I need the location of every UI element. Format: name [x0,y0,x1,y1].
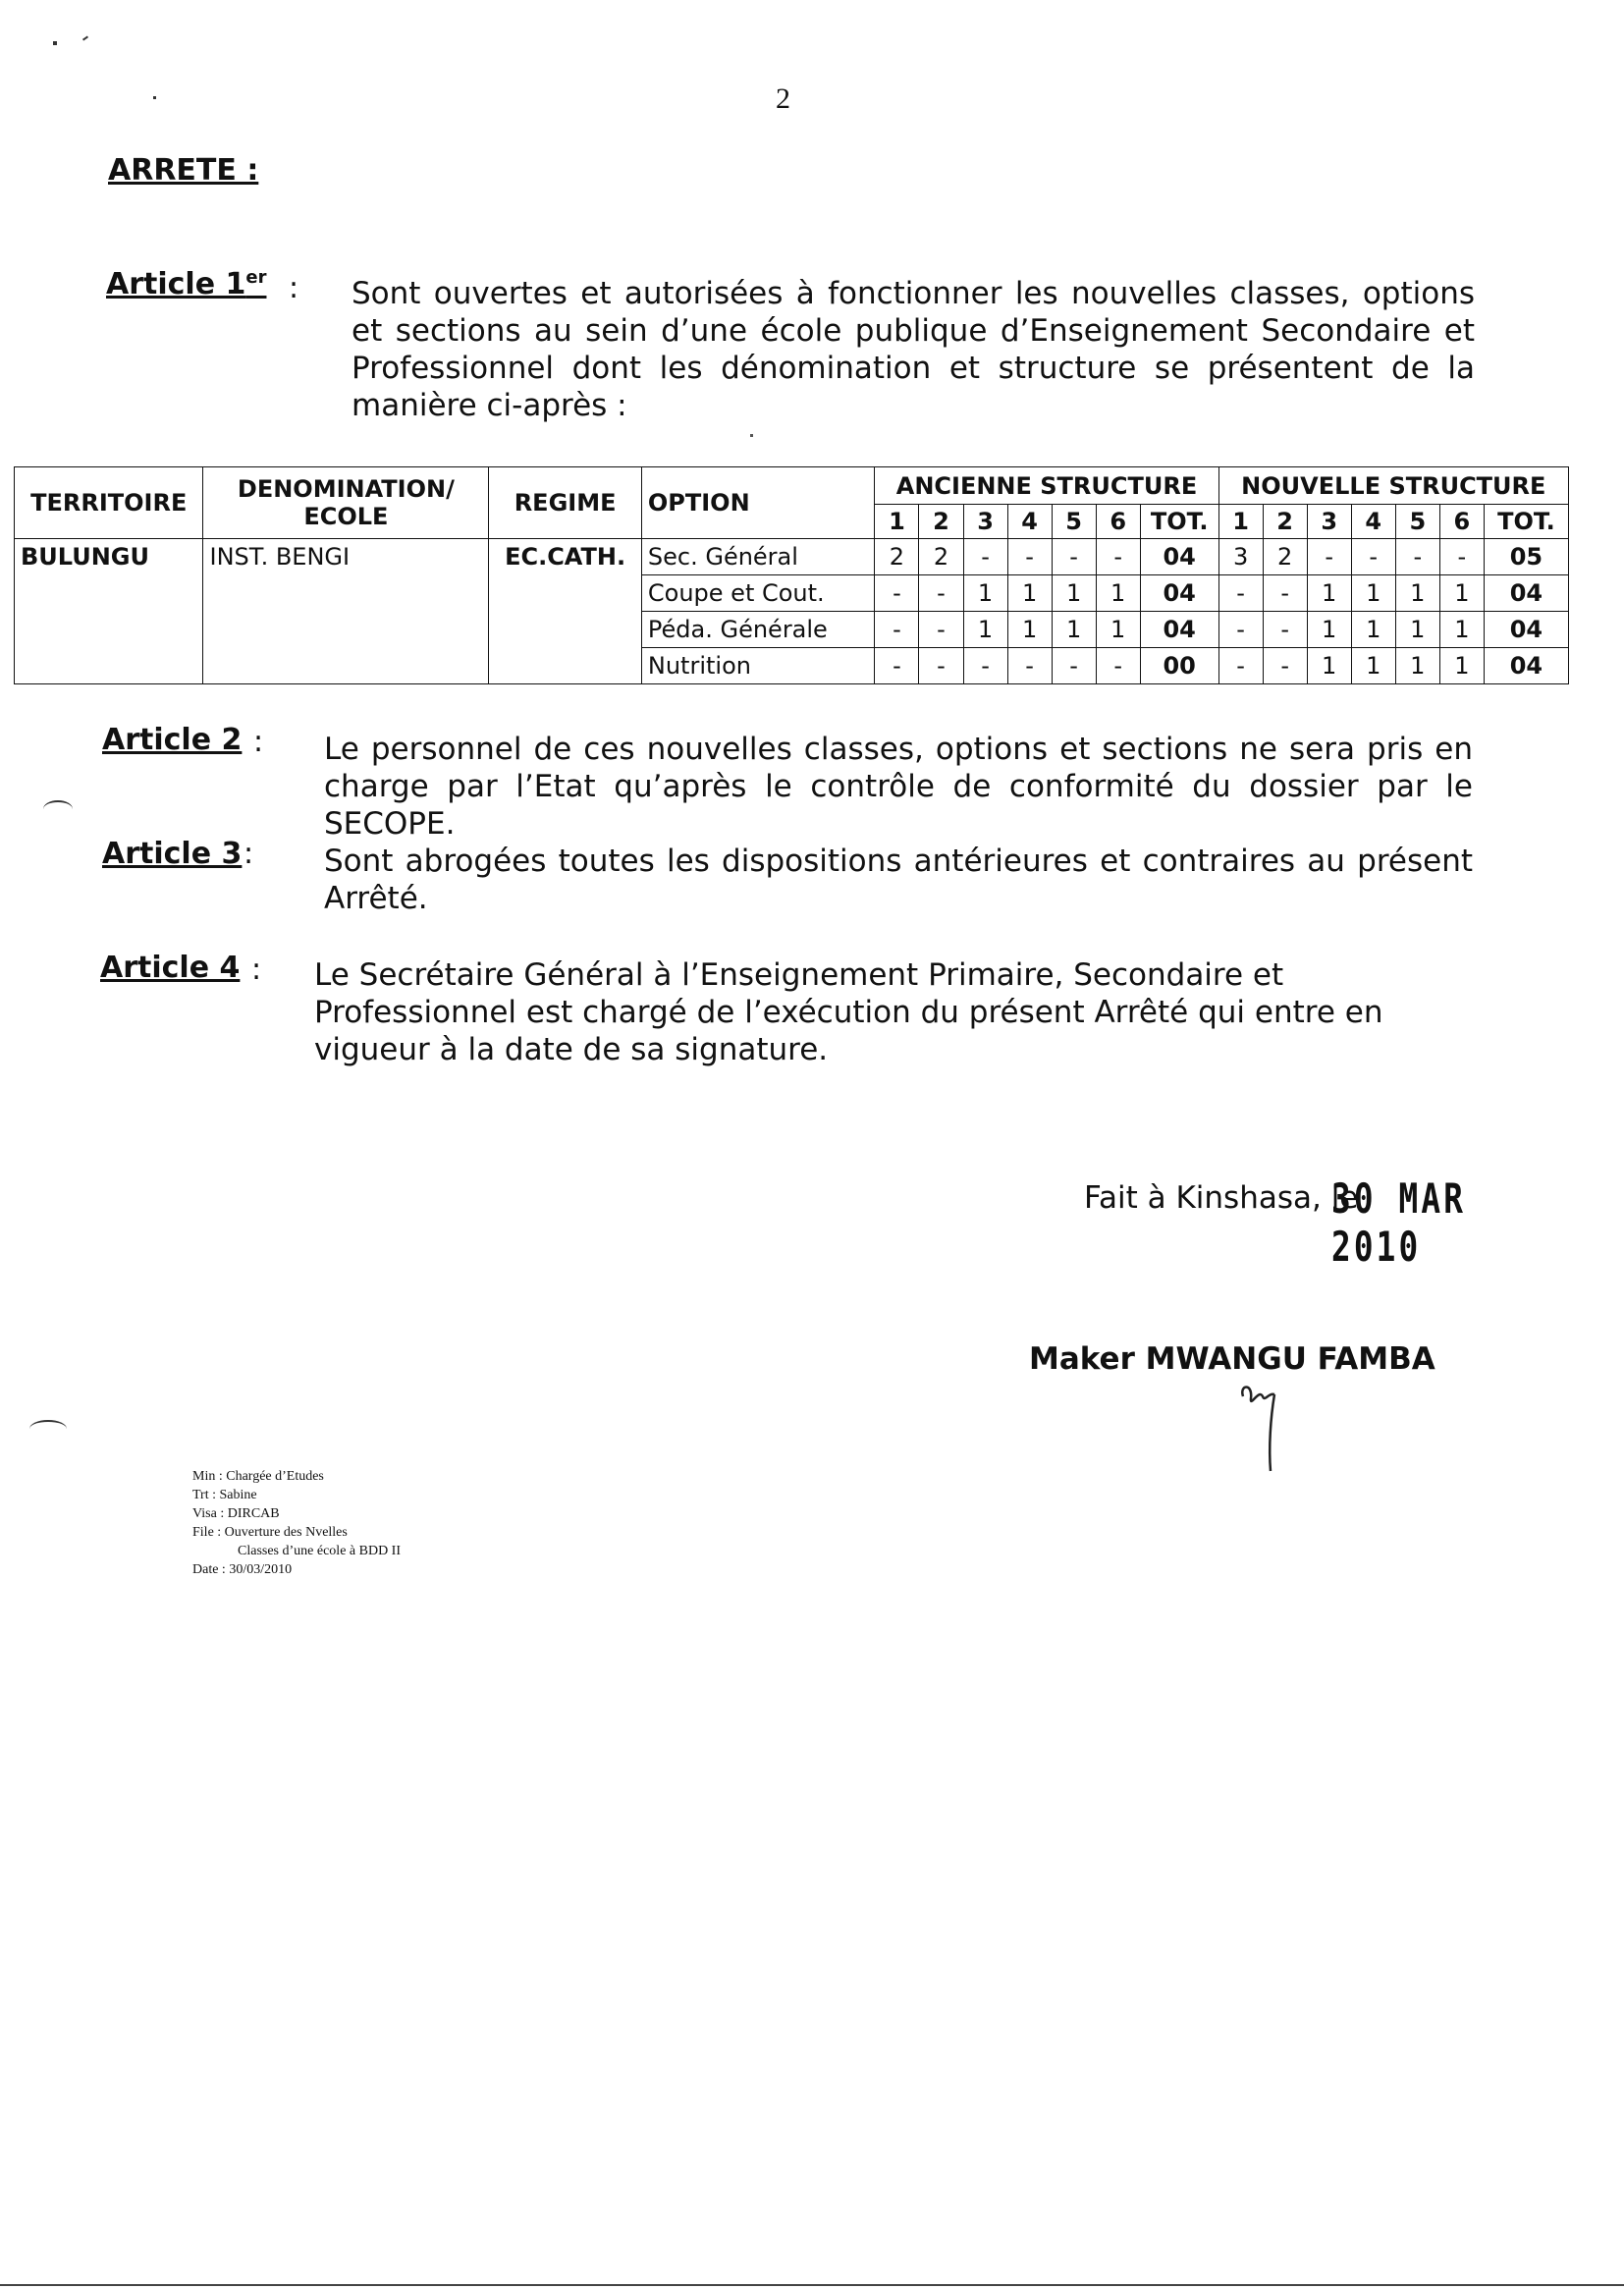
cell-value: - [1007,538,1052,574]
col-header: 4 [1007,505,1052,539]
cell-total: 04 [1484,574,1568,611]
cell-regime: EC.CATH. [489,538,642,683]
article-colon: : [253,725,264,759]
cell-value: - [1096,538,1140,574]
cell-total: 04 [1484,647,1568,683]
cell-ecole: INST. BENGI [203,538,489,683]
cell-value: - [1218,611,1263,647]
cell-value: 3 [1218,538,1263,574]
reference-line: Trt : Sabine [192,1488,257,1502]
cell-option: Sec. Général [641,538,875,574]
cell-value: - [1307,538,1351,574]
col-header: TOT. [1484,505,1568,539]
cell-value: - [1218,574,1263,611]
cell-value: - [963,538,1007,574]
cell-option: Coupe et Cout. [641,574,875,611]
cell-value: - [963,647,1007,683]
cell-value: 1 [1307,611,1351,647]
decree-heading: ARRETE : [108,153,259,188]
article-1 [106,267,266,301]
header-ancienne-structure: ANCIENNE STRUCTURE [875,467,1218,505]
cell-value: - [1052,647,1096,683]
cell-total: 00 [1140,647,1218,683]
cell-value: 1 [1351,647,1395,683]
scan-mark [43,800,73,818]
cell-value: 1 [963,574,1007,611]
cell-total: 04 [1140,611,1218,647]
cell-value: - [1007,647,1052,683]
col-header: 3 [1307,505,1351,539]
col-header: 1 [875,505,919,539]
article-label: Article 3 [102,837,243,871]
scan-mark [153,96,156,99]
cell-value: - [1263,647,1307,683]
cell-value: - [1351,538,1395,574]
cell-value: 1 [1351,611,1395,647]
cell-value: 1 [1439,611,1484,647]
cell-value: 1 [1007,574,1052,611]
col-header: 2 [919,505,963,539]
reference-block [192,1467,401,1579]
reference-line: File : Ouverture des Nvelles [192,1525,348,1540]
header-option: OPTION [641,467,875,539]
cell-value: - [1439,538,1484,574]
col-header: TOT. [1140,505,1218,539]
header-nouvelle-structure: NOUVELLE STRUCTURE [1218,467,1568,505]
cell-value: - [875,647,919,683]
cell-value: 1 [1007,611,1052,647]
scan-line [0,2284,1624,2286]
article-colon: : [251,953,262,987]
cell-value: 1 [1395,647,1439,683]
cell-value: 1 [1439,647,1484,683]
place-date-line: Fait à Kinshasa, le [1084,1180,1359,1216]
cell-value: 2 [1263,538,1307,574]
cell-value: - [1052,538,1096,574]
article-text: Sont ouvertes et autorisées à fonctionner les nouvelles classes, options et sections au sein d’une école publique d’Enseignement Secondaire et Professionnel dont les dénomination et structure se présentent de la manière ci-après : [352,276,1475,423]
header-denomination: DENOMINATION/ ECOLE [203,467,489,539]
cell-total: 04 [1140,574,1218,611]
cell-value: - [1263,611,1307,647]
article-label: Article 4 [100,951,241,985]
cell-value: 1 [1351,574,1395,611]
reference-line: Min : Chargée d’Etudes [192,1469,324,1484]
cell-value: 1 [1052,574,1096,611]
cell-value: 1 [1395,574,1439,611]
cell-value: 2 [875,538,919,574]
date-stamp: 30 MAR 2010 [1331,1174,1467,1271]
cell-value: - [875,574,919,611]
scan-mark [29,1420,67,1438]
col-header: 3 [963,505,1007,539]
article-colon: : [244,837,254,871]
cell-territoire: BULUNGU [15,538,203,683]
col-header: 5 [1052,505,1096,539]
col-header: 2 [1263,505,1307,539]
article-text: Sont abrogées toutes les dispositions antérieures et contraires au présent Arrêté. [324,844,1473,916]
cell-total: 05 [1484,538,1568,574]
article-label: Article 2 [102,723,243,757]
cell-value: - [875,611,919,647]
cell-value: - [1096,647,1140,683]
signer-name: Maker MWANGU FAMBA [1029,1341,1435,1377]
cell-value: 1 [1307,647,1351,683]
cell-value: - [919,611,963,647]
article-text: Le Secrétaire Général à l’Enseignement Primaire, Secondaire et Professionnel est chargé de l’exécution du présent Arrêté qui entre en vigueur à la date de sa signature. [314,957,1383,1067]
reference-line: Visa : DIRCAB [192,1506,280,1521]
cell-value: 1 [1096,574,1140,611]
scan-mark [53,41,57,45]
scan-mark [750,434,753,437]
cell-value: - [1395,538,1439,574]
article-colon: : [289,271,299,305]
cell-value: - [919,647,963,683]
page-number: 2 [776,82,790,115]
cell-value: 2 [919,538,963,574]
cell-value: - [919,574,963,611]
cell-option: Péda. Générale [641,611,875,647]
reference-line: Classes d’une école à BDD II [238,1544,402,1558]
cell-value: - [1218,647,1263,683]
cell-value: 1 [1395,611,1439,647]
cell-value: 1 [1052,611,1096,647]
cell-total: 04 [1484,611,1568,647]
cell-value: - [1263,574,1307,611]
col-header: 6 [1096,505,1140,539]
col-header: 6 [1439,505,1484,539]
signature-mark [1235,1379,1294,1477]
col-header: 5 [1395,505,1439,539]
cell-option: Nutrition [641,647,875,683]
header-territoire: TERRITOIRE [15,467,203,539]
article-label: Article 1er [106,267,267,301]
cell-value: 1 [963,611,1007,647]
scan-mark [82,35,88,40]
cell-value: 1 [1096,611,1140,647]
header-regime: REGIME [489,467,642,539]
structure-table [14,466,1569,684]
article-text: Le personnel de ces nouvelles classes, options et sections ne sera pris en charge par l’Etat qu’après le contrôle de conformité du dossier par le SECOPE. [324,732,1473,842]
col-header: 1 [1218,505,1263,539]
reference-line: Date : 30/03/2010 [192,1562,293,1577]
cell-value: 1 [1307,574,1351,611]
cell-total: 04 [1140,538,1218,574]
table-row [15,538,1569,574]
cell-value: 1 [1439,574,1484,611]
col-header: 4 [1351,505,1395,539]
